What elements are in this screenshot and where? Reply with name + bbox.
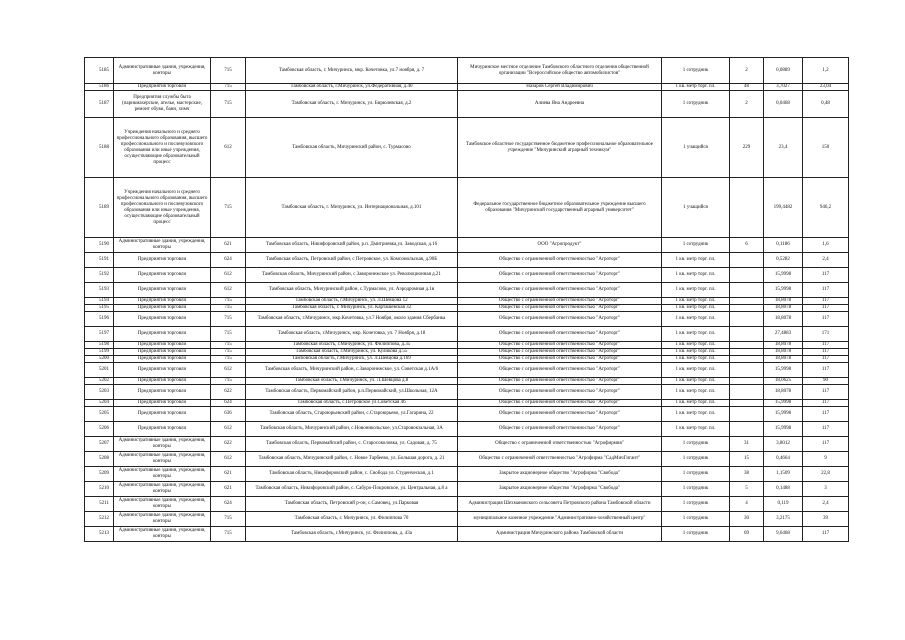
quantity-cell xyxy=(730,327,764,342)
object-type-cell: Предприятия торговли xyxy=(114,400,211,407)
object-type-cell: Административные здания, учреждения, конторы xyxy=(114,58,211,84)
norm-cell: 3 xyxy=(803,482,849,497)
address-cell: Тамбовская область, г.Мичуринск, мкр. Кочетовка, ул. 7 Ноября, д.18 xyxy=(246,327,458,342)
table-row xyxy=(85,91,849,118)
quantity-cell: 229 xyxy=(730,118,764,178)
unit-cell: 1 кв. метр торг. пл. xyxy=(662,349,730,356)
norm-cell: 22,8 xyxy=(803,467,849,482)
unit-cell: 1 кв. метр торг. пл. xyxy=(662,342,730,349)
organization-cell: Общество с ограниченной ответственностью "Агроторг" xyxy=(458,268,662,283)
unit-cell: 1 кв. метр торг. пл. xyxy=(662,283,730,298)
row-number-cell: 5200 xyxy=(85,356,114,363)
object-type-cell: Предприятия торговли xyxy=(114,298,211,305)
address-cell: Тамбовская область, Петровский р-он, с.Самовец, ул.Парковая xyxy=(246,497,458,512)
norm-cell: 1,6 xyxy=(803,238,849,253)
unit-cell: 1 сотрудник xyxy=(662,497,730,512)
table-row xyxy=(85,467,849,482)
address-cell: Тамбовская область, Мичуринский район, с.Заворонежское ул. Революционная д.21 xyxy=(246,268,458,283)
row-number-cell: 5193 xyxy=(85,283,114,298)
unit-cell: 1 сотрудник xyxy=(662,238,730,253)
okato-code-cell: 612 xyxy=(211,118,246,178)
row-number-cell: 5210 xyxy=(85,482,114,497)
table-row xyxy=(85,400,849,407)
organization-cell: Общество с ограниченной ответственностью "Агроторг" xyxy=(458,378,662,385)
row-number-cell: 5187 xyxy=(85,91,114,118)
address-cell: Тамбовская область, г. Мичуринск, мкр. Кочетовка, ул.7 ноября, д. 7 xyxy=(246,58,458,84)
object-type-cell: Предприятия службы быта (парикмахерские, ателье, мастерские, ремонт обуви, бани, химч xyxy=(114,91,211,118)
address-cell: Тамбовская область, Мичуринский район, с.Новоникольское, ул.Старовокзальная, 3А xyxy=(246,422,458,437)
quantity-cell: 2 xyxy=(730,91,764,118)
object-type-cell: Предприятия торговли xyxy=(114,422,211,437)
address-cell: Тамбовская область, Староюрьевский район, с.Староюрьево, ул.Гагарина, 22 xyxy=(246,407,458,422)
unit-cell: 1 сотрудник xyxy=(662,482,730,497)
table-row xyxy=(85,527,849,542)
organization-cell: Общество с ограниченной ответственностью "Агроторг" xyxy=(458,422,662,437)
quantity-cell xyxy=(730,342,764,349)
quantity-cell: 5 xyxy=(730,482,764,497)
quantity-cell: 30 xyxy=(730,512,764,527)
table-row xyxy=(85,283,849,298)
quantity-cell xyxy=(730,298,764,305)
norm-cell: 117 xyxy=(803,305,849,312)
annual-volume-cell: 18,8078 xyxy=(764,349,803,356)
quantity-cell xyxy=(730,178,764,238)
unit-cell: 1 сотрудник xyxy=(662,91,730,118)
norm-cell: 117 xyxy=(803,312,849,327)
okato-code-cell: 715 xyxy=(211,327,246,342)
object-type-cell: Административные здания, учреждения, конторы xyxy=(114,497,211,512)
norm-cell: 171 xyxy=(803,327,849,342)
row-number-cell: 5203 xyxy=(85,385,114,400)
registry-table-body xyxy=(85,58,849,542)
object-type-cell: Предприятия торговли xyxy=(114,349,211,356)
norm-cell: 117 xyxy=(803,363,849,378)
address-cell: Тамбовская область, г.Мичуринск, мкр.Кочетовка, ул.7 Ноября, около здания Сбербанка xyxy=(246,312,458,327)
annual-volume-cell: 0,1186 xyxy=(764,238,803,253)
annual-volume-cell: 18,8078 xyxy=(764,356,803,363)
okato-code-cell: 624 xyxy=(211,400,246,407)
organization-cell: Общество с ограниченной ответственностью "Агроторг" xyxy=(458,385,662,400)
unit-cell: 1 кв. метр торг. пл. xyxy=(662,327,730,342)
organization-cell: Назаров Сергей Владимирович xyxy=(458,84,662,91)
address-cell: Тамбовская область, г.Мичуринск, ул. Л.Шевцова д.169 xyxy=(246,356,458,363)
norm-cell: 1,2 xyxy=(803,58,849,84)
object-type-cell: Предприятия торговли xyxy=(114,385,211,400)
organization-cell: Алиева Яна Андреевна xyxy=(458,91,662,118)
row-number-cell: 5211 xyxy=(85,497,114,512)
annual-volume-cell: 0,5282 xyxy=(764,253,803,268)
table-row xyxy=(85,327,849,342)
row-number-cell: 5208 xyxy=(85,452,114,467)
unit-cell: 1 сотрудник xyxy=(662,467,730,482)
row-number-cell: 5192 xyxy=(85,268,114,283)
table-row xyxy=(85,422,849,437)
unit-cell: 1 учащийся xyxy=(662,178,730,238)
norm-cell: 39 xyxy=(803,512,849,527)
organization-cell: Закрытое акционерное общество "Агрофирма "Свобода" xyxy=(458,482,662,497)
okato-code-cell: 715 xyxy=(211,356,246,363)
annual-volume-cell: 0,0468 xyxy=(764,91,803,118)
norm-cell: 0,48 xyxy=(803,91,849,118)
annual-volume-cell: 18,8078 xyxy=(764,305,803,312)
table-row xyxy=(85,437,849,452)
table-row xyxy=(85,238,849,253)
unit-cell: 1 кв. метр торг. пл. xyxy=(662,400,730,407)
table-row xyxy=(85,349,849,356)
okato-code-cell: 715 xyxy=(211,298,246,305)
norm-cell: 150 xyxy=(803,118,849,178)
quantity-cell: 31 xyxy=(730,437,764,452)
table-row xyxy=(85,363,849,378)
quantity-cell: 48 xyxy=(730,84,764,91)
table-row xyxy=(85,385,849,400)
address-cell: Тамбовская область, г.Мичуринск, ул. Л.Шевцова 12 xyxy=(246,298,458,305)
okato-code-cell: 624 xyxy=(211,497,246,512)
table-row xyxy=(85,512,849,527)
table-row xyxy=(85,452,849,467)
object-type-cell: Административные здания, учреждения, конторы xyxy=(114,238,211,253)
okato-code-cell: 715 xyxy=(211,84,246,91)
annual-volume-cell: 199,4482 xyxy=(764,178,803,238)
unit-cell: 1 кв. метр торг. пл. xyxy=(662,268,730,283)
okato-code-cell: 715 xyxy=(211,91,246,118)
annual-volume-cell: 23,4 xyxy=(764,118,803,178)
norm-cell: 90 xyxy=(803,378,849,385)
object-type-cell: Предприятия торговли xyxy=(114,378,211,385)
annual-volume-cell: 18,8078 xyxy=(764,385,803,400)
norm-cell: 117 xyxy=(803,407,849,422)
row-number-cell: 5212 xyxy=(85,512,114,527)
okato-code-cell: 636 xyxy=(211,407,246,422)
quantity-cell xyxy=(730,253,764,268)
quantity-cell xyxy=(730,407,764,422)
norm-cell: 117 xyxy=(803,342,849,349)
table-row xyxy=(85,482,849,497)
table-row xyxy=(85,268,849,283)
address-cell: Тамбовская область, Мичуринский район, с. Турмасово xyxy=(246,118,458,178)
row-number-cell: 5202 xyxy=(85,378,114,385)
object-type-cell: Предприятия торговли xyxy=(114,327,211,342)
organization-cell: Общество с ограниченной ответственностью "Агроторг" xyxy=(458,356,662,363)
unit-cell: 1 кв. метр торг. пл. xyxy=(662,312,730,327)
row-number-cell: 5199 xyxy=(85,349,114,356)
object-type-cell: Предприятия торговли xyxy=(114,84,211,91)
organization-cell: Общество с ограниченной ответственностью "Агроторг" xyxy=(458,407,662,422)
okato-code-cell: 715 xyxy=(211,527,246,542)
address-cell: Тамбовская область, г.Мичуринск, ул.Федеративная, д.40 xyxy=(246,84,458,91)
table-row xyxy=(85,356,849,363)
address-cell: Тамбовская область, Первомайский район, с. Старосоколовка, ул. Садовая, д. 75 xyxy=(246,437,458,452)
address-cell: Тамбовская область, Никифоровский район, р.п. Дмитриевка,ул. Заводская, д.16 xyxy=(246,238,458,253)
organization-cell: Общество с ограниченной ответственностью "Агроторг" xyxy=(458,342,662,349)
table-row xyxy=(85,178,849,238)
quantity-cell xyxy=(730,356,764,363)
row-number-cell: 5188 xyxy=(85,118,114,178)
annual-volume-cell: 0,0889 xyxy=(764,58,803,84)
norm-cell: 2,4 xyxy=(803,253,849,268)
annual-volume-cell: 18,8078 xyxy=(764,342,803,349)
annual-volume-cell: 27,4883 xyxy=(764,327,803,342)
okato-code-cell: 715 xyxy=(211,378,246,385)
organization-cell: ООО "Агропродукт" xyxy=(458,238,662,253)
annual-volume-cell: 15,9998 xyxy=(764,400,803,407)
unit-cell: 1 кв. метр торг. пл. xyxy=(662,84,730,91)
row-number-cell: 5204 xyxy=(85,400,114,407)
organization-cell: Федеральное государственное бюджетное образовательное учреждение высшего образования "Мичуринский государственный аграрный университет" xyxy=(458,178,662,238)
unit-cell: 1 кв. метр торг. пл. xyxy=(662,407,730,422)
norm-cell: 23,04 xyxy=(803,84,849,91)
organization-cell: Администрация Шехмановского сельсовета Петровского района Тамбовской области xyxy=(458,497,662,512)
object-type-cell: Учреждения начального и среднего профессионального образования, высшего профессионального и послевузовского образования или иные учреждения, осуществляющие образовательный процесс xyxy=(114,118,211,178)
norm-cell: 117 xyxy=(803,422,849,437)
norm-cell: 2,4 xyxy=(803,497,849,512)
address-cell: Тамбовская область, г.Мичуринск, ул. Куликова д.55 xyxy=(246,349,458,356)
address-cell: Тамбовская область, Петровский район, с Петровское, ул. Комсомольская, д.90Б xyxy=(246,253,458,268)
row-number-cell: 5198 xyxy=(85,342,114,349)
row-number-cell: 5191 xyxy=(85,253,114,268)
object-type-cell: Административные здания, учреждения, конторы xyxy=(114,512,211,527)
table-row xyxy=(85,253,849,268)
row-number-cell: 5185 xyxy=(85,58,114,84)
annual-volume-cell: 18,0625 xyxy=(764,378,803,385)
quantity-cell: 69 xyxy=(730,527,764,542)
object-type-cell: Предприятия торговли xyxy=(114,253,211,268)
organization-cell: Мичуринское местное отделение Тамбовского областного отделения общественной организации "Всероссийское общество автомобилистов" xyxy=(458,58,662,84)
unit-cell: 1 кв. метр торг. пл. xyxy=(662,253,730,268)
okato-code-cell: 715 xyxy=(211,312,246,327)
row-number-cell: 5201 xyxy=(85,363,114,378)
object-type-cell: Предприятия торговли xyxy=(114,312,211,327)
okato-code-cell: 622 xyxy=(211,437,246,452)
unit-cell: 1 сотрудник xyxy=(662,527,730,542)
norm-cell: 9 xyxy=(803,452,849,467)
okato-code-cell: 622 xyxy=(211,385,246,400)
annual-volume-cell: 9,6468 xyxy=(764,527,803,542)
table-row xyxy=(85,378,849,385)
norm-cell: 117 xyxy=(803,349,849,356)
norm-cell: 117 xyxy=(803,437,849,452)
annual-volume-cell: 15,9998 xyxy=(764,363,803,378)
okato-code-cell: 715 xyxy=(211,58,246,84)
annual-volume-cell: 3,2175 xyxy=(764,512,803,527)
organization-cell: муниципальное казенное учреждение "Административно-хозяйственный центр" xyxy=(458,512,662,527)
quantity-cell: 38 xyxy=(730,467,764,482)
table-row xyxy=(85,305,849,312)
quantity-cell xyxy=(730,385,764,400)
annual-volume-cell: 15,9998 xyxy=(764,407,803,422)
row-number-cell: 5190 xyxy=(85,238,114,253)
address-cell: Тамбовская область, Никифоровский район, с. Сабуро-Покровское, ул. Центральная, д.8 а xyxy=(246,482,458,497)
okato-code-cell: 624 xyxy=(211,253,246,268)
organization-cell: Общество с ограниченной ответственностью "Агроторг" xyxy=(458,305,662,312)
object-type-cell: Административные здания, учреждения, конторы xyxy=(114,467,211,482)
okato-code-cell: 612 xyxy=(211,452,246,467)
unit-cell: 1 сотрудник xyxy=(662,58,730,84)
okato-code-cell: 621 xyxy=(211,238,246,253)
table-row xyxy=(85,84,849,91)
object-type-cell: Предприятия торговли xyxy=(114,363,211,378)
quantity-cell xyxy=(730,312,764,327)
quantity-cell: 6 xyxy=(730,238,764,253)
object-type-cell: Предприятия торговли xyxy=(114,342,211,349)
annual-volume-cell: 0,119 xyxy=(764,497,803,512)
organization-cell: Общество с ограниченной ответственностью "Агроторг" xyxy=(458,253,662,268)
table-row xyxy=(85,118,849,178)
row-number-cell: 5194 xyxy=(85,298,114,305)
okato-code-cell: 715 xyxy=(211,349,246,356)
organization-cell: Общество с ограниченной ответственностью "Агроторг" xyxy=(458,283,662,298)
row-number-cell: 5213 xyxy=(85,527,114,542)
organization-cell: Общество с ограниченной ответственностью "Агроторг" xyxy=(458,363,662,378)
okato-code-cell: 715 xyxy=(211,305,246,312)
organization-cell: Общество с ограниченной ответственностью "Агроторг" xyxy=(458,298,662,305)
address-cell: Тамбовская область, Первомайский район, р.п.Первомайский, ул.Школьная, 12А xyxy=(246,385,458,400)
organization-cell: Закрытое акционерное общество "Агрофирма "Свобода" xyxy=(458,467,662,482)
norm-cell: 117 xyxy=(803,283,849,298)
address-cell: Тамбовская область, г.Мичуринск, ул. Л.Шевцова д.8 xyxy=(246,378,458,385)
norm-cell: 117 xyxy=(803,385,849,400)
quantity-cell xyxy=(730,305,764,312)
address-cell: Тамбовская область, Никифоровский район, с. Свобода ул. Студенческая, д.1 xyxy=(246,467,458,482)
organization-cell: Администрация Мичуринского района Тамбовской области xyxy=(458,527,662,542)
quantity-cell xyxy=(730,400,764,407)
table-row xyxy=(85,312,849,327)
address-cell: Тамбовская область, г.Мичуринск, ул. Филиппова, д. 43а xyxy=(246,527,458,542)
norm-cell: 946,2 xyxy=(803,178,849,238)
row-number-cell: 5197 xyxy=(85,327,114,342)
norm-cell: 117 xyxy=(803,298,849,305)
organization-cell: Общество с ограниченной ответственностью "Агроторг" xyxy=(458,312,662,327)
quantity-cell: 2 xyxy=(730,58,764,84)
okato-code-cell: 715 xyxy=(211,512,246,527)
object-type-cell: Административные здания, учреждения, конторы xyxy=(114,527,211,542)
annual-volume-cell: 15,9998 xyxy=(764,283,803,298)
row-number-cell: 5207 xyxy=(85,437,114,452)
okato-code-cell: 715 xyxy=(211,178,246,238)
okato-code-cell: 621 xyxy=(211,482,246,497)
annual-volume-cell: 18,8078 xyxy=(764,312,803,327)
address-cell: Тамбовская область, г.Мичуринск, ул. Филиппова, д.35 xyxy=(246,342,458,349)
okato-code-cell: 715 xyxy=(211,342,246,349)
okato-code-cell: 612 xyxy=(211,422,246,437)
table-row xyxy=(85,58,849,84)
norm-cell: 117 xyxy=(803,527,849,542)
address-cell: Тамбовская область, г. Мичуринск, ул. Филиппова 70 xyxy=(246,512,458,527)
norm-cell: 117 xyxy=(803,356,849,363)
quantity-cell: 15 xyxy=(730,452,764,467)
address-cell: Тамбовская область, с.Петровское ул.Советская 46 xyxy=(246,400,458,407)
okato-code-cell: 612 xyxy=(211,283,246,298)
organization-cell: Общество с ограниченной ответственностью "Агроторг" xyxy=(458,349,662,356)
object-type-cell: Предприятия торговли xyxy=(114,268,211,283)
table-row xyxy=(85,342,849,349)
annual-volume-cell: 0,1488 xyxy=(764,482,803,497)
object-type-cell: Предприятия торговли xyxy=(114,305,211,312)
unit-cell: 1 учащийся xyxy=(662,118,730,178)
unit-cell: 1 кв. метр торг. пл. xyxy=(662,363,730,378)
quantity-cell: 4 xyxy=(730,497,764,512)
unit-cell: 1 сотрудник xyxy=(662,452,730,467)
unit-cell: 1 кв. метр торг. пл. xyxy=(662,378,730,385)
annual-volume-cell: 15,9998 xyxy=(764,268,803,283)
annual-volume-cell: 3,7027 xyxy=(764,84,803,91)
unit-cell: 1 кв. метр торг. пл. xyxy=(662,356,730,363)
unit-cell: 1 кв. метр торг. пл. xyxy=(662,298,730,305)
row-number-cell: 5189 xyxy=(85,178,114,238)
row-number-cell: 5206 xyxy=(85,422,114,437)
unit-cell: 1 сотрудник xyxy=(662,512,730,527)
quantity-cell xyxy=(730,283,764,298)
norm-cell: 117 xyxy=(803,268,849,283)
organization-cell: Общество с ограниченной ответственностью "Агрофирма "СадМичГигант" xyxy=(458,452,662,467)
annual-volume-cell: 15,9998 xyxy=(764,422,803,437)
address-cell: Тамбовская область, г. Мичуринск, ул. Карташевская 32 xyxy=(246,305,458,312)
okato-code-cell: 612 xyxy=(211,363,246,378)
okato-code-cell: 612 xyxy=(211,268,246,283)
organization-cell: Общество с ограниченной ответственностью "Агроторг" xyxy=(458,400,662,407)
object-type-cell: Административные здания, учреждения, конторы xyxy=(114,482,211,497)
object-type-cell: Административные здания, учреждения, конторы xyxy=(114,437,211,452)
object-type-cell: Предприятия торговли xyxy=(114,356,211,363)
quantity-cell xyxy=(730,349,764,356)
okato-code-cell: 621 xyxy=(211,467,246,482)
unit-cell: 1 кв. метр торг. пл. xyxy=(662,305,730,312)
row-number-cell: 5186 xyxy=(85,84,114,91)
annual-volume-cell: 1,1509 xyxy=(764,467,803,482)
object-type-cell: Предприятия торговли xyxy=(114,407,211,422)
row-number-cell: 5205 xyxy=(85,407,114,422)
address-cell: Тамбовская область, Мичуринский район, с. Новое Тарбеево, ул. Большая дорога, д. 21 xyxy=(246,452,458,467)
organization-cell: Общество с ограниченной ответственностью "Агроторг" xyxy=(458,327,662,342)
row-number-cell: 5195 xyxy=(85,305,114,312)
organization-cell: Общество с ограниченной ответственностью "Агрофирмия" xyxy=(458,437,662,452)
object-type-cell: Учреждения начального и среднего профессионального образования, высшего профессионального и послевузовского образования или иные учреждения, осуществляющие образовательный процесс xyxy=(114,178,211,238)
table-row xyxy=(85,407,849,422)
annual-volume-cell: 3,8012 xyxy=(764,437,803,452)
address-cell: Тамбовская область, г. Мичуринск, ул. Бирюлевская, д.2 xyxy=(246,91,458,118)
address-cell: Тамбовская область, г. Мичуринск, ул. Интернациональная, д.101 xyxy=(246,178,458,238)
unit-cell: 1 кв. метр торг. пл. xyxy=(662,422,730,437)
address-cell: Тамбовская область, Мичуринский район, с.Турмасово, ул. Аэродромная д.1в xyxy=(246,283,458,298)
object-type-cell: Административные здания, учреждения, конторы xyxy=(114,452,211,467)
table-row xyxy=(85,298,849,305)
table-row xyxy=(85,497,849,512)
address-cell: Тамбовская область, Мичуринский район, с.Заворонежское, ул. Советская д.1А/6 xyxy=(246,363,458,378)
quantity-cell xyxy=(730,378,764,385)
quantity-cell xyxy=(730,363,764,378)
annual-volume-cell: 18,8078 xyxy=(764,298,803,305)
quantity-cell xyxy=(730,422,764,437)
quantity-cell xyxy=(730,268,764,283)
registry-table xyxy=(84,57,849,542)
row-number-cell: 5196 xyxy=(85,312,114,327)
object-type-cell: Предприятия торговли xyxy=(114,283,211,298)
organization-cell: Тамбовское областное государственное бюджетное профессиональное образовательное учреждение "Мичуринский аграрный техникум" xyxy=(458,118,662,178)
row-number-cell: 5209 xyxy=(85,467,114,482)
unit-cell: 1 сотрудник xyxy=(662,437,730,452)
annual-volume-cell: 0,4664 xyxy=(764,452,803,467)
unit-cell: 1 кв. метр торг. пл. xyxy=(662,385,730,400)
norm-cell: 117 xyxy=(803,400,849,407)
